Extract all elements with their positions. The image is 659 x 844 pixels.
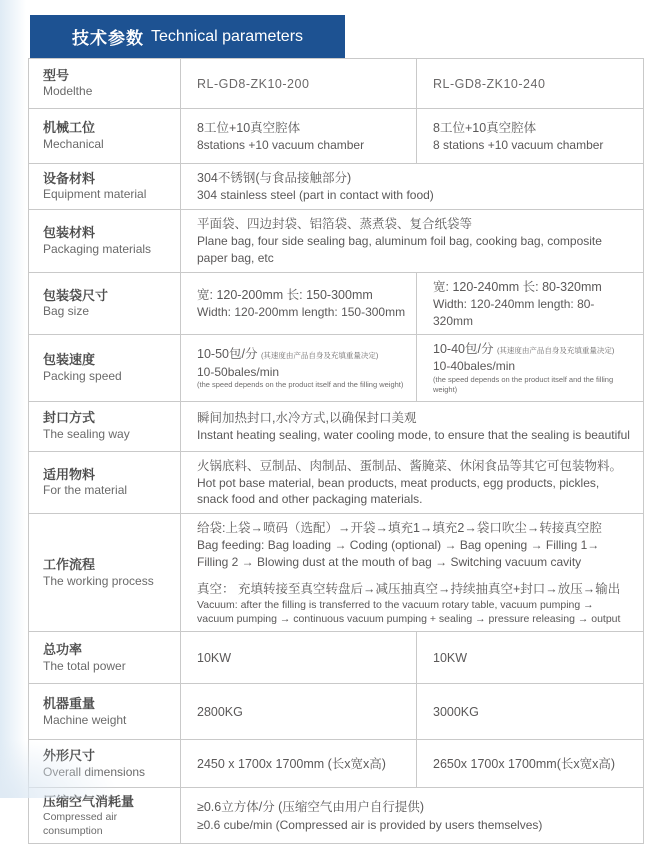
label-zh: 总功率 xyxy=(43,642,83,658)
label-en: Compressed air consumption xyxy=(43,810,118,837)
value-zh: 宽: 120-240mm 长: 80-320mm xyxy=(433,279,602,294)
model-value-1 xyxy=(181,59,417,109)
value-zh xyxy=(197,345,406,363)
label-overall-dimensions xyxy=(29,740,181,788)
table-row-material xyxy=(29,451,644,514)
label-bag-size xyxy=(29,272,181,335)
value-en: 8 stations +10 vacuum chamber xyxy=(433,137,604,152)
value-zh: ≥0.6立方体/分 (压缩空气由用户自行提供) xyxy=(197,800,425,815)
label-zh: 外形尺寸 xyxy=(43,748,96,764)
process-vacuum-en: Vacuum: after the filling is transferred to the vacuum rotary table, vacuum pumping → vacuum pumping → continuous vacuum pumping + sealing → pressure releasing → output xyxy=(197,599,621,626)
value-zh: 8工位+10真空腔体 xyxy=(197,120,301,135)
label-zh: 封口方式 xyxy=(43,410,96,426)
value-zh: 宽: 120-200mm 长: 150-300mm xyxy=(197,288,373,303)
label-zh: 包装材料 xyxy=(43,225,96,241)
speed-note-zh: (其速度由产品自身及充填重量决定) xyxy=(260,351,379,361)
mechanical-value-2 xyxy=(417,109,644,164)
label-en: Overall dimensions xyxy=(43,764,146,779)
label-mechanical xyxy=(29,109,181,164)
bag-size-value-1 xyxy=(181,272,417,335)
label-air-consumption xyxy=(29,788,181,844)
label-en: Packing speed xyxy=(43,368,122,383)
label-model xyxy=(29,59,181,109)
process-bag-feeding-en: Bag feeding: Bag loading → Coding (optional) → Bag opening → Filling 1→ Filling 2 → Blowing dust at the mouth of bag → Switching vacuum cavity xyxy=(197,538,600,570)
dimensions-1: 2450 x 1700x 1700mm (长x宽x高) xyxy=(197,756,386,771)
label-material xyxy=(29,451,181,514)
table-row-mechanical xyxy=(29,109,644,164)
label-equipment-material xyxy=(29,164,181,210)
model-number-2: RL-GD8-ZK10-240 xyxy=(433,76,546,91)
dimensions-value-1 xyxy=(181,740,417,788)
label-en: The working process xyxy=(43,573,154,588)
label-en: Bag size xyxy=(43,304,90,319)
table-row-sealing-way xyxy=(29,401,644,451)
page-title-zh: 技术参数 xyxy=(71,29,144,48)
label-sealing-way xyxy=(29,401,181,451)
table-row-packaging-materials xyxy=(29,209,644,272)
working-process-value xyxy=(181,514,644,632)
table-row-packing-speed xyxy=(29,335,644,401)
table-row-machine-weight xyxy=(29,684,644,740)
value-en: 8stations +10 vacuum chamber xyxy=(197,137,365,152)
packing-speed-value-1 xyxy=(181,335,417,401)
parameters-table xyxy=(28,58,644,844)
page-title xyxy=(30,15,345,58)
label-packaging-materials xyxy=(29,209,181,272)
label-zh: 设备材料 xyxy=(43,170,96,186)
value-en: Instant heating sealing, water cooling mode, to ensure that the sealing is beautiful xyxy=(197,427,630,442)
speed-note-en: (the speed depends on the product itself and the filling weight) xyxy=(197,380,404,390)
table-row-working-process xyxy=(29,514,644,632)
label-zh: 工作流程 xyxy=(43,557,96,573)
value-en: ≥0.6 cube/min (Compressed air is provided by users themselves) xyxy=(197,817,543,832)
table-row-total-power xyxy=(29,632,644,684)
total-power-value-1 xyxy=(181,632,417,684)
weight-1: 2800KG xyxy=(197,704,243,719)
power-2: 10KW xyxy=(433,650,468,665)
value-en: 10-50bales/min xyxy=(197,364,280,379)
label-zh: 包装速度 xyxy=(43,352,96,368)
label-working-process xyxy=(29,514,181,632)
value-zh: 平面袋、四边封袋、铝箔袋、蒸煮袋、复合纸袋等 xyxy=(197,216,473,231)
value-en: Hot pot base material, bean products, meat products, egg products, pickles, snack food and other packaging materials. xyxy=(197,475,600,507)
value-en: 10-40bales/min xyxy=(433,359,516,374)
process-vacuum-zh: 真空： 充填转接至真空转盘后→减压抽真空→持续抽真空+封口→放压→输出 xyxy=(197,581,621,596)
label-en: Packaging materials xyxy=(43,241,152,256)
table-row-overall-dimensions xyxy=(29,740,644,788)
label-zh: 型号 xyxy=(43,67,70,83)
speed-zh: 10-40包/分 xyxy=(433,342,494,357)
machine-weight-value-1 xyxy=(181,684,417,740)
model-number-1: RL-GD8-ZK10-200 xyxy=(197,76,310,91)
power-1: 10KW xyxy=(197,650,232,665)
table-row-bag-size xyxy=(29,272,644,335)
label-zh: 适用物料 xyxy=(43,466,96,482)
packing-speed-value-2 xyxy=(417,335,644,401)
value-zh xyxy=(433,340,633,358)
label-en: Machine weight xyxy=(43,712,127,727)
table-row-air-consumption xyxy=(29,788,644,844)
value-en: 304 stainless steel (part in contact with food) xyxy=(197,188,434,203)
label-packing-speed xyxy=(29,335,181,401)
dimensions-2: 2650x 1700x 1700mm(长x宽x高) xyxy=(433,756,616,771)
label-zh: 机器重量 xyxy=(43,696,96,712)
label-zh: 机械工位 xyxy=(43,120,96,136)
value-en: Plane bag, four side sealing bag, aluminum foil bag, cooking bag, composite paper bag, etc xyxy=(197,234,602,265)
mechanical-value-1 xyxy=(181,109,417,164)
process-bag-feeding-zh: 给袋:上袋→喷码（选配）→开袋→填充1→填充2→袋口吹尘→转接真空腔 xyxy=(197,521,602,536)
table-row-model xyxy=(29,59,644,109)
label-zh: 压缩空气消耗量 xyxy=(43,794,135,810)
air-consumption-value xyxy=(181,788,644,844)
sealing-way-value xyxy=(181,401,644,451)
speed-zh: 10-50包/分 xyxy=(197,347,258,362)
speed-note-zh: (其速度由产品自身及充填重量决定) xyxy=(496,346,615,356)
label-total-power xyxy=(29,632,181,684)
label-en: For the material xyxy=(43,483,128,498)
speed-note-en: (the speed depends on the product itself and the filling weight) xyxy=(433,375,614,395)
machine-weight-value-2 xyxy=(417,684,644,740)
weight-2: 3000KG xyxy=(433,704,479,719)
dimensions-value-2 xyxy=(417,740,644,788)
bag-size-value-2 xyxy=(417,272,644,335)
value-zh: 8工位+10真空腔体 xyxy=(433,120,537,135)
value-en: Width: 120-240mm length: 80-320mm xyxy=(433,296,595,328)
label-en: The sealing way xyxy=(43,427,130,441)
value-zh: 304不锈钢(与食品接触部分) xyxy=(197,171,352,185)
label-zh: 包装袋尺寸 xyxy=(43,287,109,303)
packaging-materials-value xyxy=(181,209,644,272)
value-zh: 瞬间加热封口,水冷方式,以确保封口美观 xyxy=(197,410,417,425)
label-en: The total power xyxy=(43,658,126,673)
table-row-equipment-material xyxy=(29,164,644,210)
equipment-material-value xyxy=(181,164,644,210)
label-en: Mechanical xyxy=(43,136,104,151)
material-value xyxy=(181,451,644,514)
label-machine-weight xyxy=(29,684,181,740)
page-title-en: Technical parameters xyxy=(150,27,304,45)
model-value-2 xyxy=(417,59,644,109)
label-en: Equipment material xyxy=(43,187,147,202)
label-en: Modelthe xyxy=(43,84,93,99)
value-zh: 火锅底料、豆制品、肉制品、蛋制品、酱腌菜、休闲食品等其它可包装物料。 xyxy=(197,458,623,473)
total-power-value-2 xyxy=(417,632,644,684)
value-en: Width: 120-200mm length: 150-300mm xyxy=(197,305,406,320)
